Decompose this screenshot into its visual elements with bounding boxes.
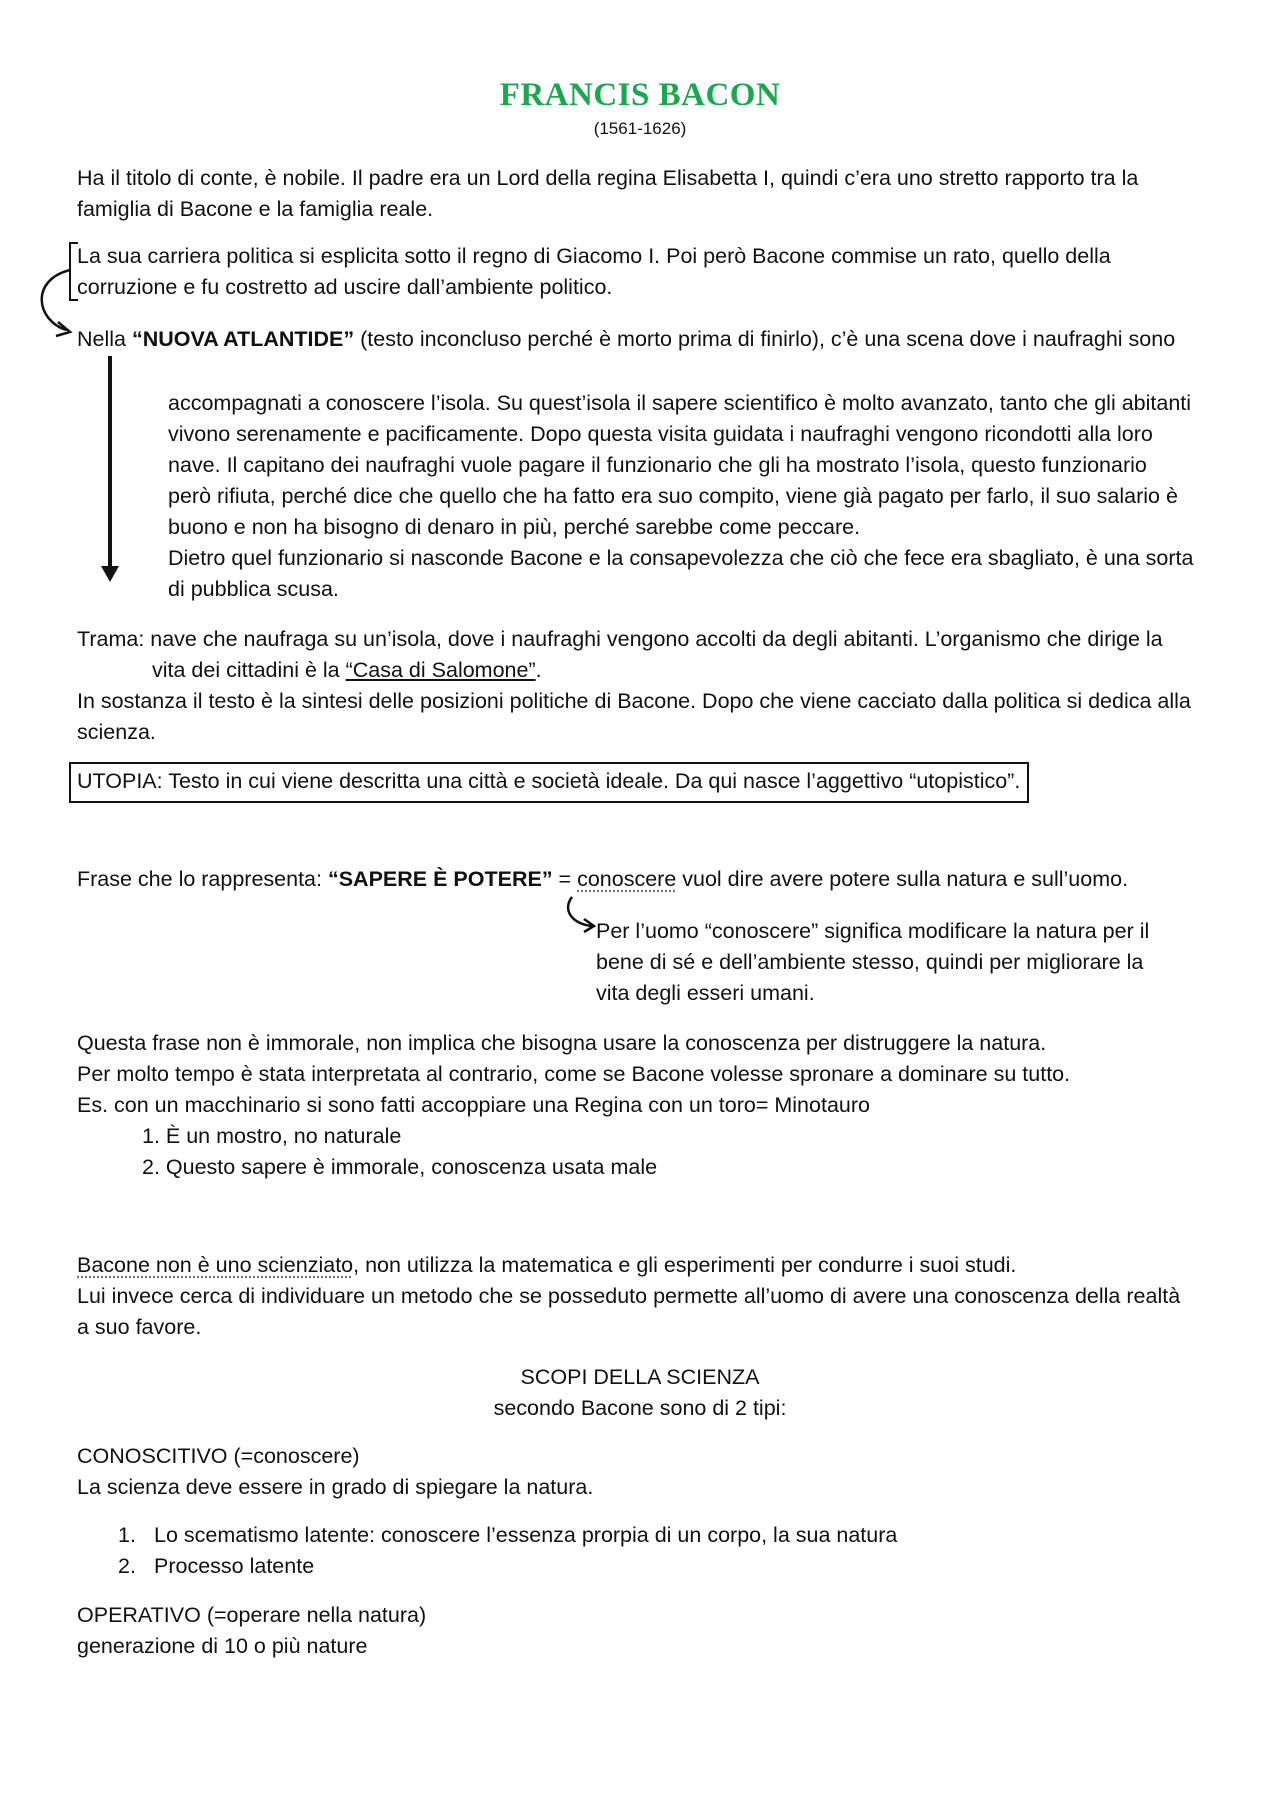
operativo-label: OPERATIVO (=operare nella natura) [77,1603,427,1627]
method-line-1 [77,1250,1016,1281]
operativo-desc: generazione di 10 o più nature [77,1634,368,1658]
list-item: 2. Questo sapere è immorale, conoscenza usata male [142,1155,658,1179]
plot-line-2 [152,655,542,686]
motto-line [77,864,1128,895]
text-span: vuol dire avere potere sulla natura e sull’uomo. [676,867,1129,891]
list-text: Lo scematismo latente: conoscere l’essenza prorpia di un corpo, la sua natura [154,1523,898,1547]
text-span: = [552,867,578,891]
small-arrow-annotation [568,897,592,926]
story-line-5: buono e non ha bisogno di denaro in più, perché sarebbe come peccare. [168,515,861,539]
text-span: vita dei cittadini è la [152,658,346,682]
motto: “SAPERE È POTERE” [327,867,553,891]
note-line-2: bene di sé e dell’ambiente stesso, quindi per migliorare la [596,950,1144,974]
story-line-6: Dietro quel funzionario si nasconde Bacone e la consapevolezza che ciò che fece era sbagliato, è una sorta [168,546,1194,570]
story-line-3: nave. Il capitano dei naufraghi vuole pagare il funzionario che gli ha mostrato l’isola, questo funzionario [168,453,1147,477]
casa-di-salomone: “Casa di Salomone” [345,658,536,682]
note-line-3: vita degli esseri umani. [596,981,815,1005]
utopia-definition: UTOPIA: Testo in cui viene descritta una città e società ideale. Da qui nasce l’aggettivo “utopistico”. [77,769,1021,793]
list-number: 1. [118,1523,136,1547]
section-subheading: secondo Bacone sono di 2 tipi: [493,1396,787,1420]
paragraph-intro: Ha il titolo di conte, è nobile. Il padre era un Lord della regina Elisabetta I, quindi c’era uno stretto rapporto tra la famiglia di Bacone e la famiglia reale. [77,166,1139,221]
morality-line-1: Questa frase non è immorale, non implica che bisogna usare la conoscenza per distruggere la natura. [77,1031,1047,1055]
text-span: , non utilizza la matematica e gli esperimenti per condurre i suoi studi. [353,1253,1017,1277]
conoscitivo-label: CONOSCITIVO (=conoscere) [77,1444,360,1468]
method-line-3: a suo favore. [77,1315,202,1339]
list-text: Processo latente [154,1554,315,1578]
morality-line-3: Es. con un macchinario si sono fatti accoppiare una Regina con un toro= Minotauro [77,1093,870,1117]
method-line-2: Lui invece cerca di individuare un metodo che se posseduto permette all’uomo di avere una conoscenza della realtà [77,1284,1181,1308]
morality-line-2: Per molto tempo è stata interpretata al contrario, come se Bacone volesse spronare a dominare su tutto. [77,1062,1071,1086]
text-span: Nella [77,327,132,351]
document-title: FRANCIS BACON [499,77,781,113]
list-item [118,1520,897,1551]
conoscere-word: conoscere [577,867,677,891]
paragraph-career-line-1: La sua carriera politica si esplicita sotto il regno di Giacomo I. Poi però Bacone commise un rato, quello della [77,244,1111,268]
work-title: “NUOVA ATLANTIDE” [131,327,355,351]
text-span: (testo inconcluso perché è morto prima di finirlo), c’è una scena dove i naufraghi sono [354,327,1176,351]
story-line-2: vivono serenamente e pacificamente. Dopo questa visita guidata i naufraghi vengono ricondotti alla loro [168,422,1153,446]
note-line-1: Per l’uomo “conoscere” significa modificare la natura per il [596,919,1150,943]
summary-line-1: In sostanza il testo è la sintesi delle posizioni politiche di Bacone. Dopo che viene cacciato dalla politica si dedica alla [77,689,1191,713]
summary-line-2: scienza. [77,720,156,744]
story-line-1: accompagnati a conoscere l’isola. Su quest’isola il sapere scientifico è molto avanzato, tanto che gli abitanti [168,391,1192,415]
conoscitivo-desc: La scienza deve essere in grado di spiegare la natura. [77,1475,594,1499]
curved-arrow-annotation [42,270,70,330]
list-item [118,1551,314,1582]
document-dates: (1561-1626) [593,119,687,138]
paragraph-career-line-2: corruzione e fu costretto ad uscire dall’ambiente politico. [77,275,613,299]
list-number: 2. [118,1554,136,1578]
text-span: Frase che lo rappresenta: [77,867,328,891]
plot-line-1: Trama: nave che naufraga su un’isola, dove i naufraghi vengono accolti da degli abitanti. L’organismo che dirige la [77,627,1163,651]
section-heading: SCOPI DELLA SCIENZA [520,1365,760,1389]
paragraph-nuova-atlantide [77,324,1175,355]
story-line-4: però rifiuta, perché dice che quello che ha fatto era suo compito, viene già pagato per farlo, il suo salario è [168,484,1178,508]
text-span: . [535,658,542,682]
scientist-phrase: Bacone non è uno scienziato [77,1253,354,1277]
story-line-7: di pubblica scusa. [168,577,339,601]
list-item: 1. È un mostro, no naturale [142,1124,402,1148]
